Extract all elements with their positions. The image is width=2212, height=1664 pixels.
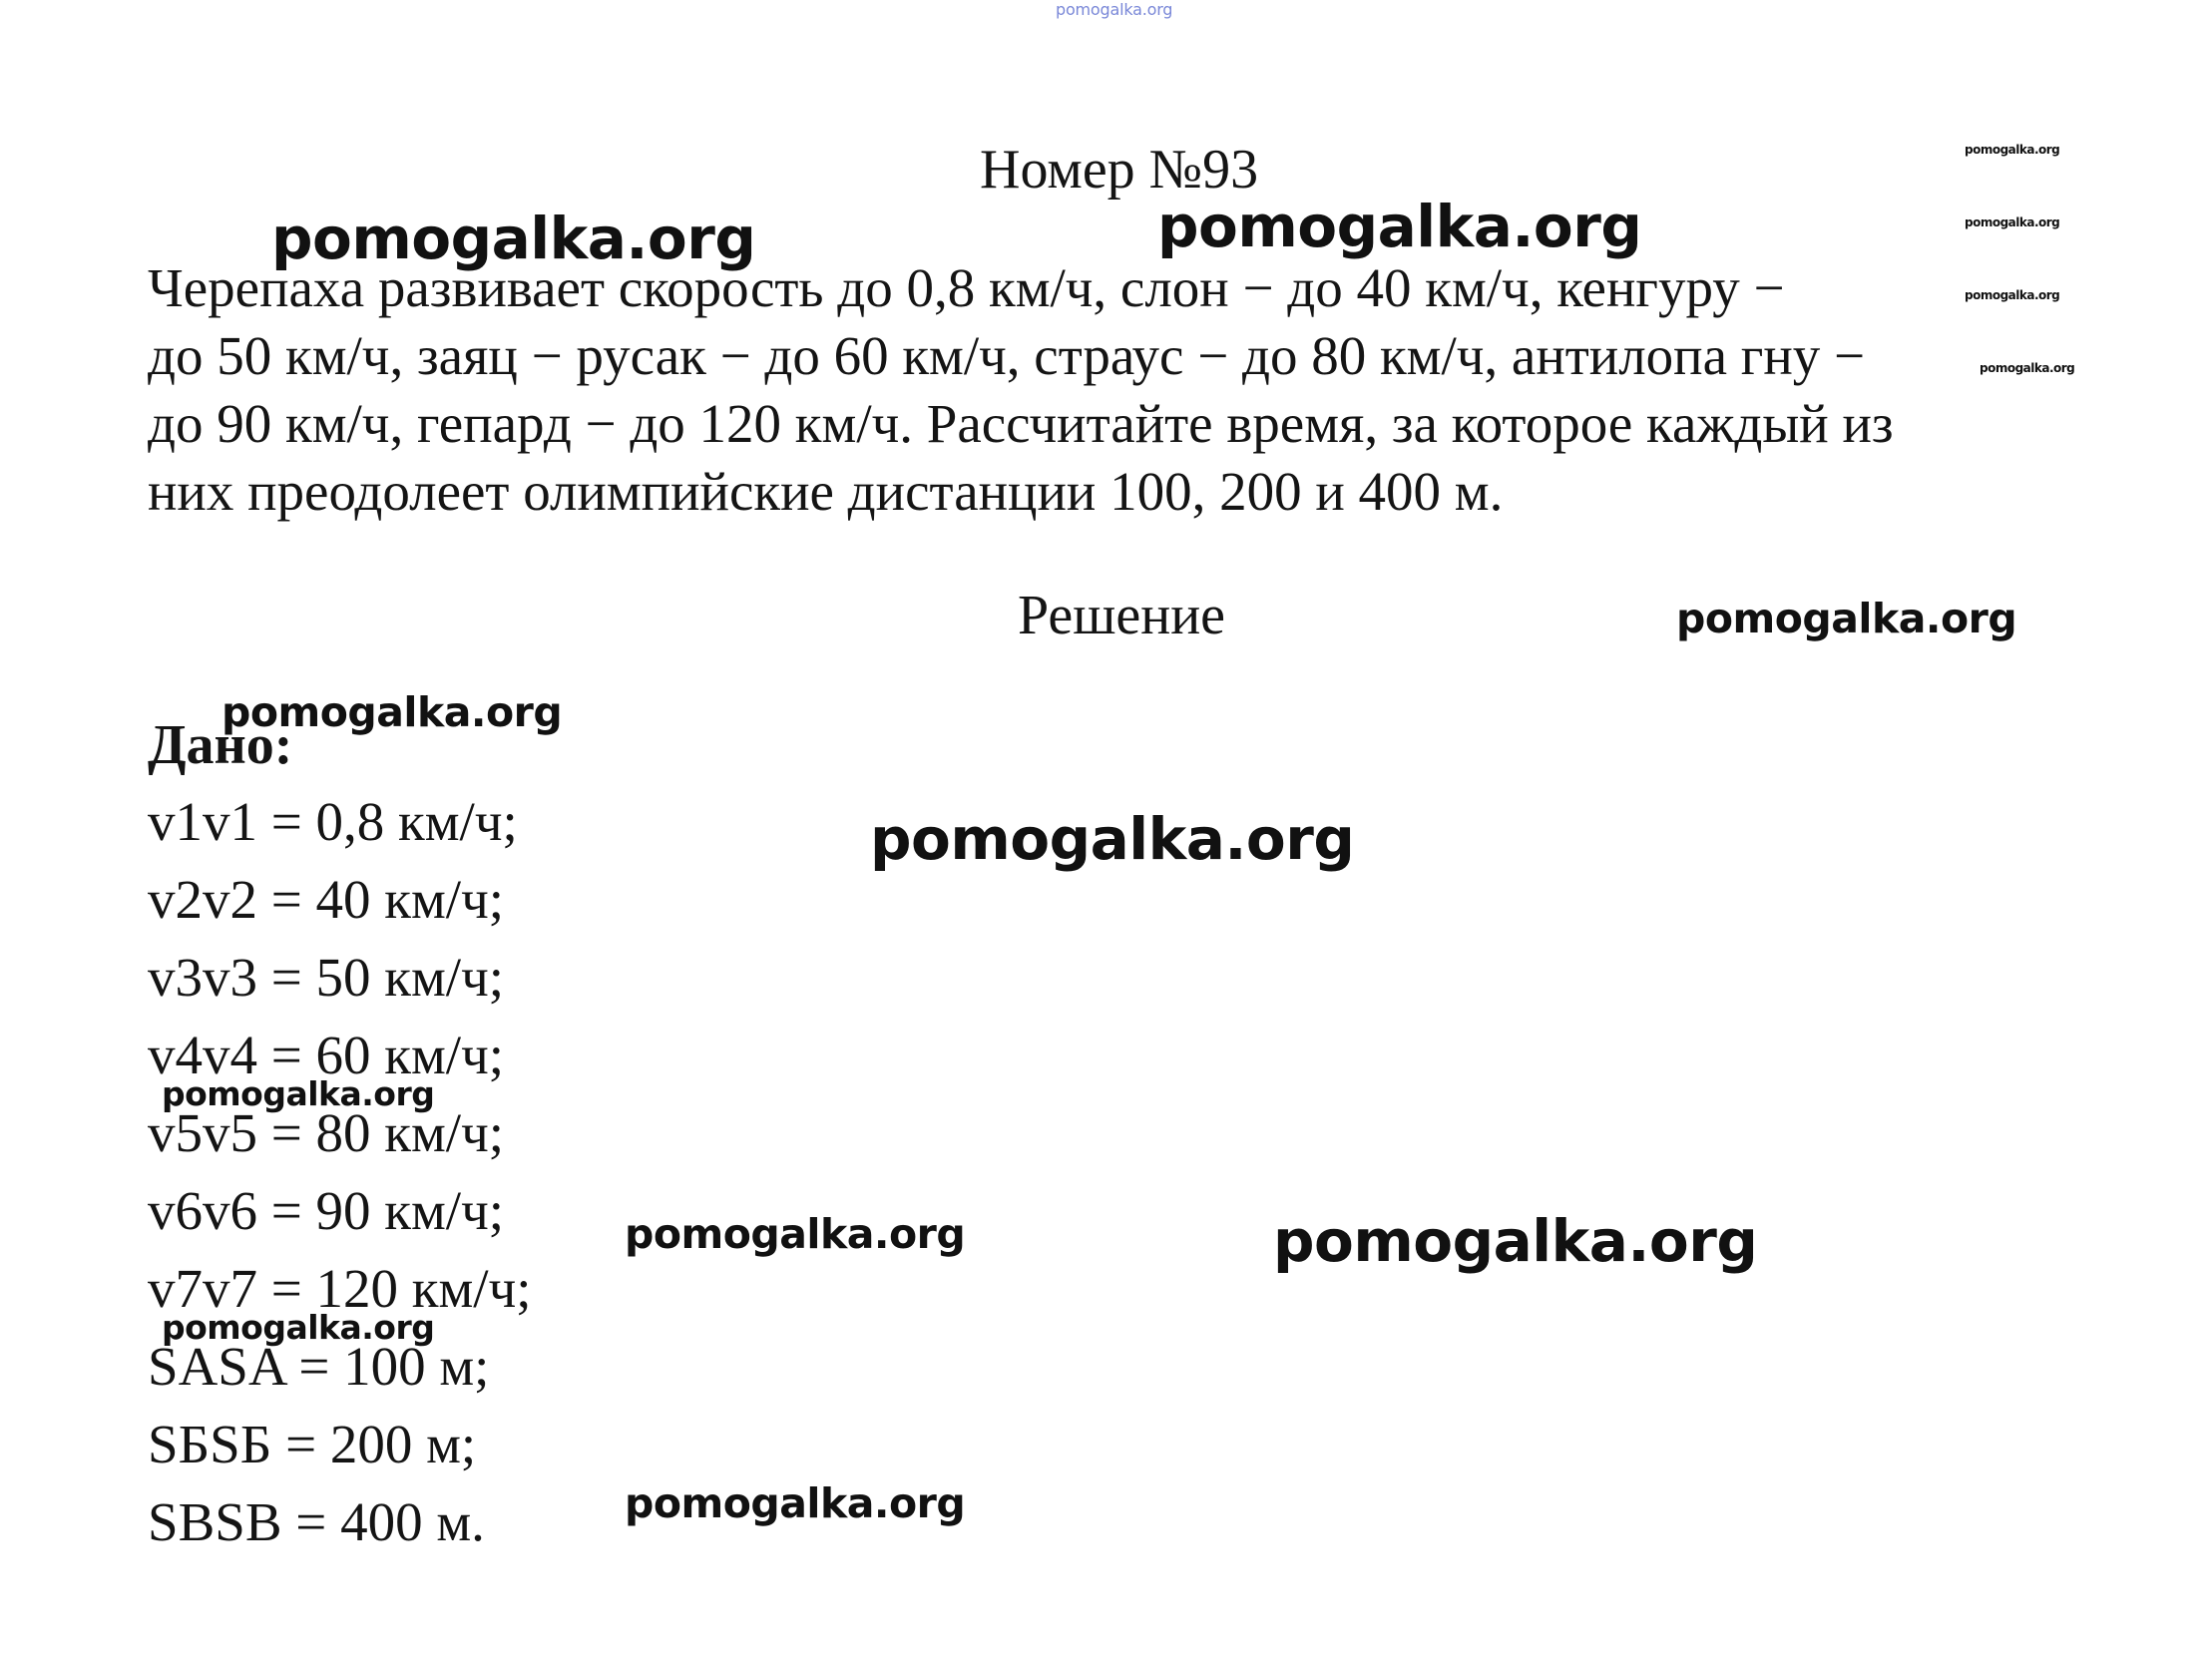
watermark: pomogalka.org (625, 1210, 966, 1258)
given-item: SBSB = 400 м. (148, 1491, 485, 1552)
problem-line: них преодолеет олимпийские дистанции 100, 200 и 400 м. (148, 461, 1504, 522)
given-item: SБSБ = 200 м; (148, 1414, 477, 1474)
watermark: pomogalka.org (1965, 288, 2060, 302)
page-title: Номер №93 (980, 139, 1259, 201)
given-heading: Дано: (148, 714, 293, 776)
given-item: v6v6 = 90 км/ч; (148, 1180, 505, 1241)
problem-line: Черепаха развивает скорость до 0,8 км/ч, слон − до 40 км/ч, кенгуру − (148, 257, 1785, 318)
given-item: v2v2 = 40 км/ч; (148, 869, 505, 930)
given-item: SASA = 100 м; (148, 1336, 490, 1397)
watermark: pomogalka.org (221, 688, 563, 736)
watermark: pomogalka.org (870, 805, 1355, 873)
problem-line: до 90 км/ч, гепард − до 120 км/ч. Рассчитайте время, за которое каждый из (148, 393, 1894, 454)
watermark: pomogalka.org (1157, 193, 1642, 260)
watermark: pomogalka.org (162, 1308, 435, 1347)
given-item: v4v4 = 60 км/ч; (148, 1025, 505, 1085)
watermark: pomogalka.org (625, 1479, 966, 1527)
watermark: pomogalka.org (162, 1074, 435, 1113)
header-watermark: pomogalka.org (1056, 0, 1173, 19)
solution-heading: Решение (1018, 585, 1226, 646)
given-list (148, 783, 532, 1561)
given-item: v1v1 = 0,8 км/ч; (148, 791, 518, 852)
watermark: pomogalka.org (271, 205, 756, 272)
watermark: pomogalka.org (1273, 1207, 1758, 1275)
problem-statement (148, 254, 1894, 526)
given-item: v3v3 = 50 км/ч; (148, 947, 505, 1008)
problem-line: до 50 км/ч, заяц − русак − до 60 км/ч, страус − до 80 км/ч, антилопа гну − (148, 325, 1866, 386)
given-item: v5v5 = 80 км/ч; (148, 1102, 505, 1163)
given-item: v7v7 = 120 км/ч; (148, 1258, 532, 1319)
watermark: pomogalka.org (1965, 215, 2060, 229)
watermark: pomogalka.org (1676, 595, 2017, 642)
watermark: pomogalka.org (1965, 143, 2060, 157)
watermark: pomogalka.org (1980, 361, 2075, 375)
